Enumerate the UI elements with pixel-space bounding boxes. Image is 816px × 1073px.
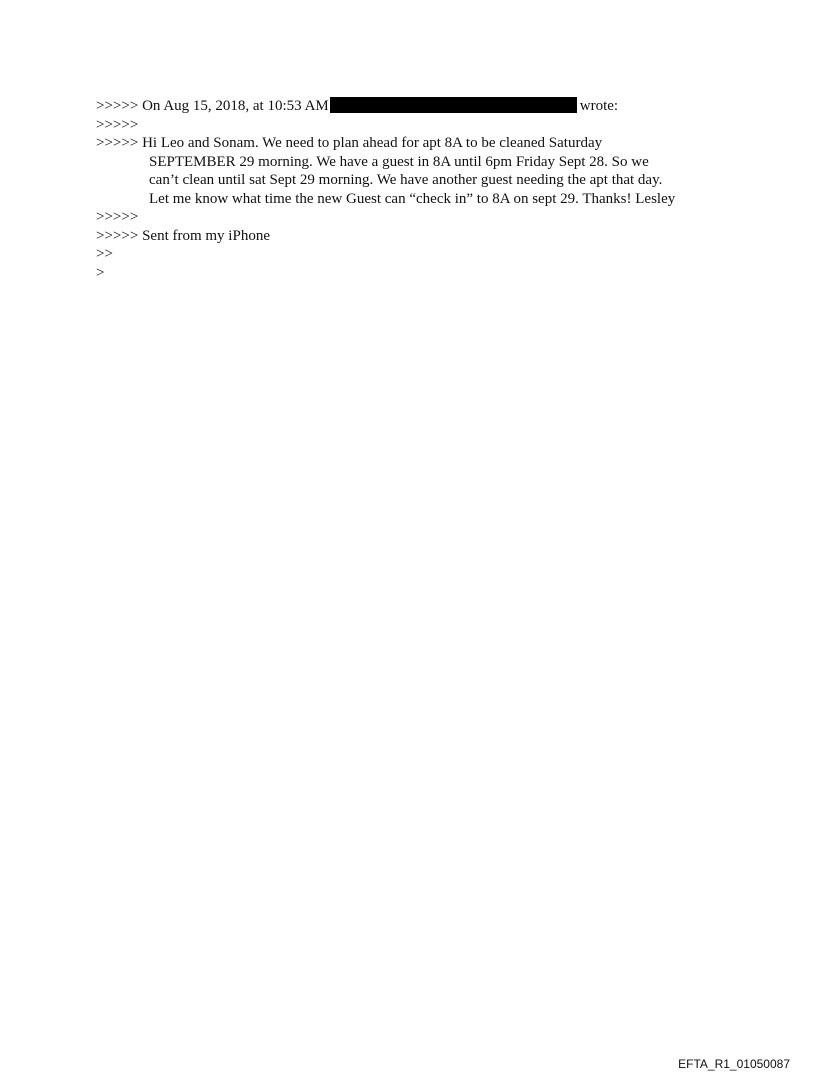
quote-marker: >>>>> — [96, 135, 139, 151]
email-message-paragraph — [96, 134, 679, 208]
quote-marker: >> — [96, 246, 113, 262]
quote-blank-line — [96, 116, 696, 135]
quote-line-level-2 — [96, 245, 696, 264]
document-id-label: EFTA_R1_01050087 — [678, 1057, 790, 1071]
email-quoted-thread — [96, 97, 696, 282]
email-signature-text: Sent from my iPhone — [142, 227, 270, 244]
quote-marker: >>>>> — [96, 209, 139, 225]
quote-marker: >>>>> — [96, 227, 139, 244]
quote-marker: >>>>> — [96, 98, 139, 114]
email-wrote-text: wrote: — [579, 98, 619, 114]
email-header-line — [96, 97, 696, 116]
email-date-text: On Aug 15, 2018, at 10:53 AM — [142, 98, 329, 114]
quote-marker: > — [96, 264, 105, 281]
quote-line-level-1 — [96, 264, 696, 283]
redaction-bar — [330, 97, 577, 113]
quote-marker: >>>>> — [96, 116, 139, 133]
quote-blank-line — [96, 208, 696, 227]
email-signature-line — [96, 227, 696, 246]
email-message-text: Hi Leo and Sonam. We need to plan ahead for apt 8A to be cleaned Saturday SEPTEMBER 29 morning. We have a guest in 8A until 6pm Friday Sept 28. So we can’t clean until sat Sept 29 morning. We have another guest needing the apt that day. Let me know what time the new Guest can “check in” to 8A on sept 29. Thanks! Lesley — [142, 135, 676, 207]
